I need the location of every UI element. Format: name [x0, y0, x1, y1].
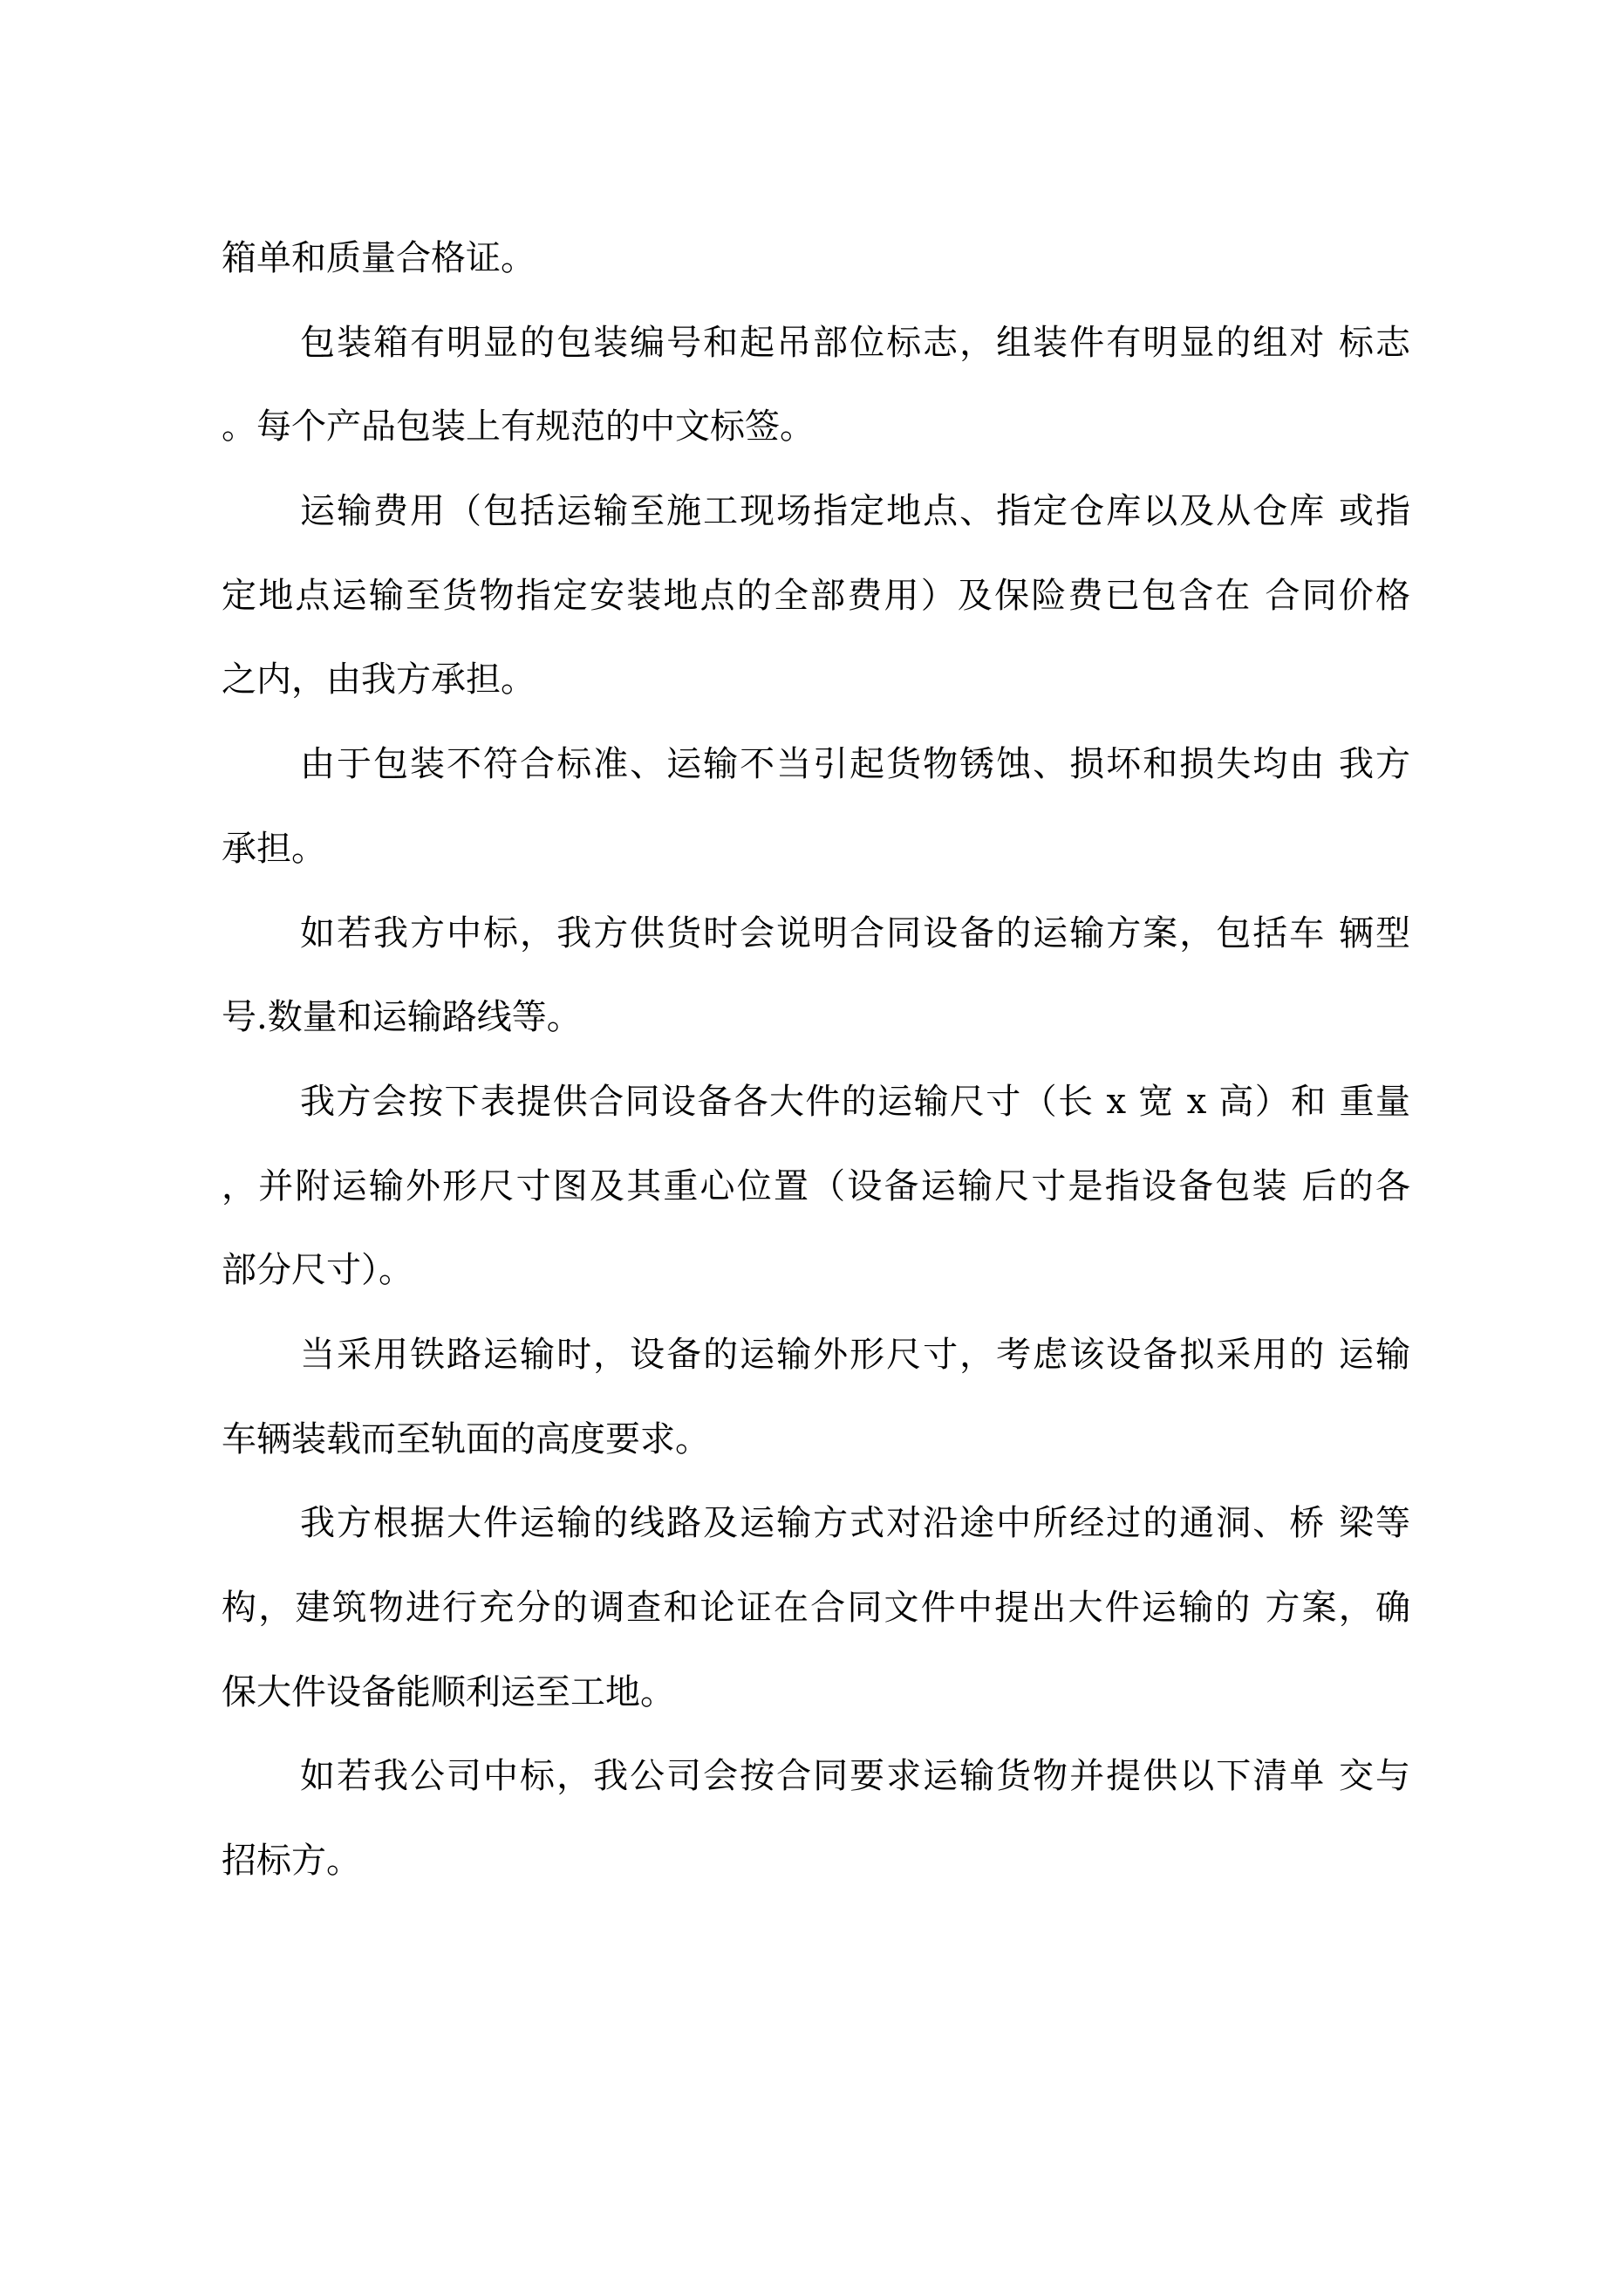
paragraph — [222, 301, 1410, 469]
text-line: 包装箱有明显的包装编号和起吊部位标志，组装件有明显的组对 标志 — [300, 322, 1410, 363]
text-line: 我方会按下表提供合同设备各大件的运输尺寸（长 x 宽 x 高）和 重量 — [300, 1081, 1410, 1122]
text-line: 我方根据大件运输的线路及运输方式对沿途中所经过的通洞、桥 梁等 — [300, 1503, 1410, 1544]
text-line: ，并附运输外形尺寸图及其重心位置（设备运输尺寸是指设备包装 后的各 — [222, 1165, 1410, 1206]
text-line: 保大件设备能顺利运至工地。 — [222, 1671, 675, 1712]
text-line: 箱单和质量合格证。 — [222, 238, 536, 278]
text-line: 如若我公司中标，我公司会按合同要求运输货物并提供以下清单 交与 — [300, 1756, 1410, 1797]
text-line: 运输费用（包括运输至施工现场指定地点、指定仓库以及从仓库 或指 — [300, 491, 1410, 532]
paragraph — [222, 892, 1410, 1060]
text-line: 车辆装载而至轨面的高度要求。 — [222, 1418, 710, 1459]
text-line: 号.数量和运输路线等。 — [222, 997, 582, 1038]
paragraph — [222, 216, 1410, 301]
paragraph — [222, 722, 1410, 891]
text-line: 招标方。 — [222, 1841, 361, 1882]
paragraph — [222, 1060, 1410, 1313]
paragraph — [222, 469, 1410, 722]
document-body — [222, 216, 1410, 1903]
text-line: 如若我方中标，我方供货时会说明合同设备的运输方案，包括车 辆型 — [300, 912, 1410, 953]
text-line: 构，建筑物进行充分的调查和论证在合同文件中提出大件运输的 方案，确 — [222, 1588, 1410, 1628]
paragraph — [222, 1313, 1410, 1481]
text-line: 当采用铁路运输时，设备的运输外形尺寸，考虑该设备拟采用的 运输 — [300, 1334, 1410, 1375]
text-line: 定地点运输至货物指定安装地点的全部费用）及保险费已包含在 合同价格 — [222, 575, 1410, 616]
paragraph — [222, 1734, 1410, 1903]
text-line: 之内，由我方承担。 — [222, 659, 536, 700]
paragraph — [222, 1481, 1410, 1734]
text-line: 承担。 — [222, 828, 326, 869]
text-line: 部分尺寸）。 — [222, 1250, 413, 1291]
text-line: 。每个产品包装上有规范的中文标签。 — [222, 407, 815, 448]
text-line: 由于包装不符合标准、运输不当引起货物锈蚀、损坏和损失均由 我方 — [300, 744, 1410, 785]
